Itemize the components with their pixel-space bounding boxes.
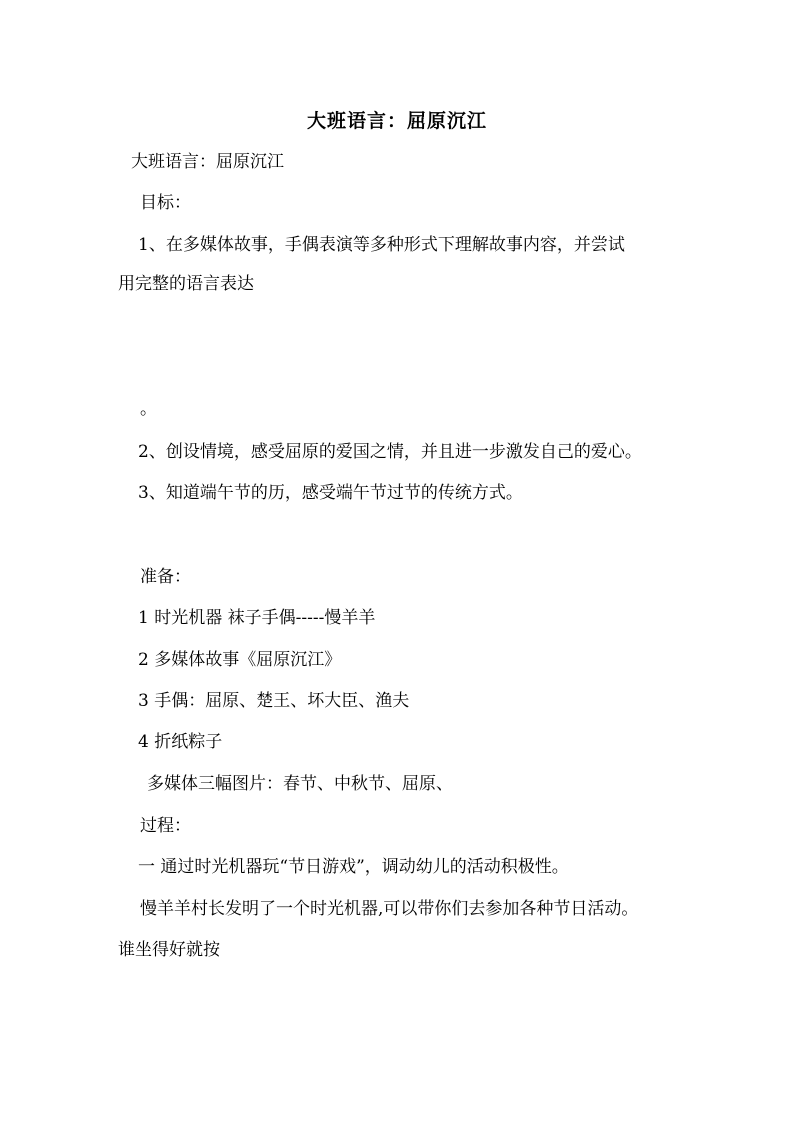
goal-1-end: 。 bbox=[140, 399, 157, 419]
process-heading: 过程： bbox=[140, 816, 191, 836]
process-step-1: 一 通过时光机器玩“节日游戏”，调动幼儿的活动积极性。 bbox=[138, 857, 569, 877]
goal-1-line-1: 1、在多媒体故事，手偶表演等多种形式下理解故事内容，并尝试 bbox=[138, 235, 625, 255]
prep-item-3: 3 手偶：屈原、楚王、坏大臣、渔夫 bbox=[138, 691, 410, 711]
prep-item-1: 1 时光机器 袜子手偶-----慢羊羊 bbox=[138, 608, 376, 628]
goal-1-line-2: 用完整的语言表达 bbox=[118, 274, 254, 294]
goal-2: 2、创设情境，感受屈原的爱国之情，并且进一步激发自己的爱心。 bbox=[138, 442, 642, 462]
process-paragraph-line-2: 谁坐得好就按 bbox=[118, 940, 220, 960]
subtitle: 大班语言：屈原沉江 bbox=[131, 152, 284, 172]
prep-item-4: 4 折纸粽子 bbox=[138, 732, 223, 752]
goals-heading: 目标： bbox=[140, 193, 191, 213]
prep-item-2: 2 多媒体故事《屈原沉江》 bbox=[138, 650, 342, 670]
document-title: 大班语言：屈原沉江 bbox=[306, 110, 487, 132]
prep-extra: 多媒体三幅图片：春节、中秋节、屈原、 bbox=[147, 774, 453, 794]
process-paragraph-line-1: 慢羊羊村长发明了一个时光机器,可以带你们去参加各种节日活动。 bbox=[140, 899, 639, 919]
goal-3: 3、知道端午节的历，感受端午节过节的传统方式。 bbox=[138, 483, 523, 503]
prep-heading: 准备： bbox=[140, 567, 191, 587]
